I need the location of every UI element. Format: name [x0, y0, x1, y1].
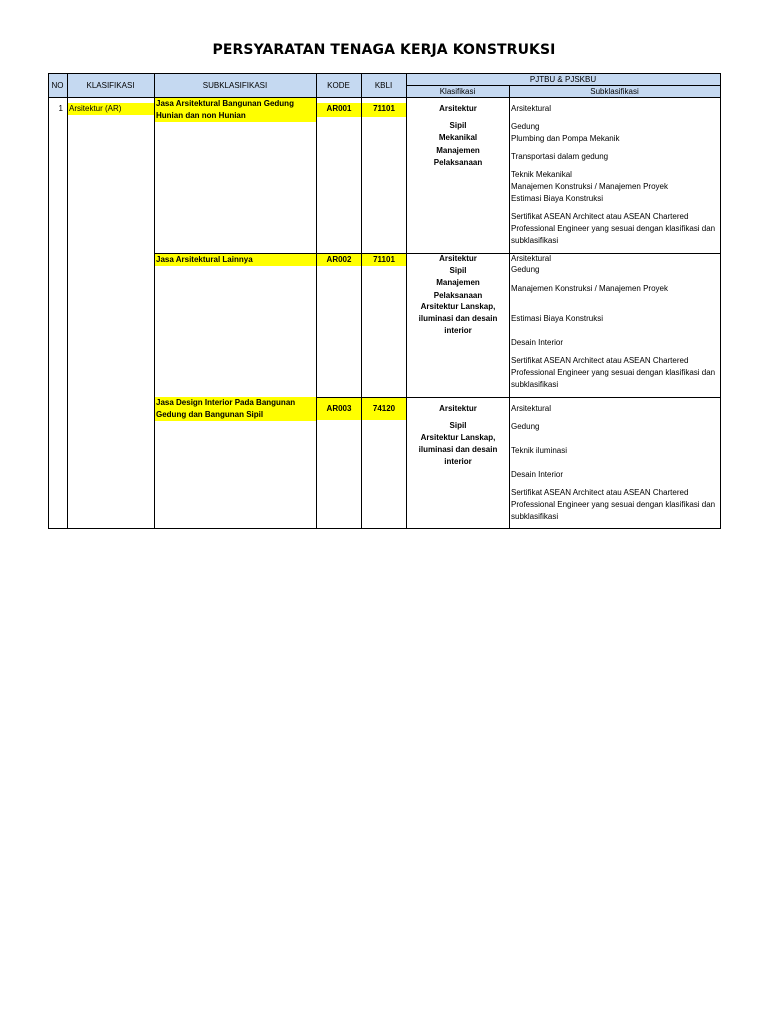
- section-2-subklasifikasi: Jasa Arsitektural Lainnya: [155, 254, 316, 266]
- section-1-subklasifikasi: Jasa Arsitektural Bangunan Gedung Hunian dan non Hunian: [155, 98, 316, 122]
- section-3-sub-5: Sertifikat ASEAN Architect atau ASEAN Chartered Professional Engineer yang sesuai dengan klasifikasi dan subklasifikasi: [511, 488, 716, 521]
- section-3-subklasifikasi: Jasa Design Interior Pada Bangunan Gedung dan Bangunan Sipil: [155, 397, 316, 421]
- section-2-klasifikasi-2: Sipil: [449, 266, 467, 275]
- header-subklasifikasi-label: SUBKLASIFIKASI: [202, 80, 268, 90]
- header-klasifikasi: [67, 73, 154, 97]
- header-kode: [316, 73, 361, 97]
- section-1-sub-7: Estimasi Biaya Konstruksi: [511, 194, 604, 203]
- section-1-sub-4: Transportasi dalam gedung: [511, 152, 609, 161]
- section-3-klasifikasi-2: Sipil: [449, 421, 467, 430]
- section-1-sub-5: Teknik Mekanikal: [511, 170, 572, 179]
- row-no: 1: [58, 104, 63, 113]
- section-2-sub-4: Estimasi Biaya Konstruksi: [511, 314, 604, 323]
- section-1-kode: AR001: [317, 103, 361, 117]
- section-2-sub-5: Desain Interior: [511, 338, 564, 347]
- section-2-sub-6: Sertifikat ASEAN Architect atau ASEAN Chartered Professional Engineer yang sesuai dengan klasifikasi dan subklasifikasi: [511, 356, 716, 389]
- header-sub-klasifikasi-label: Klasifikasi: [439, 86, 476, 96]
- row-klasifikasi: Arsitektur (AR): [68, 103, 154, 115]
- section-3-sub-2: Gedung: [511, 422, 540, 431]
- section-2-sub-3: Manajemen Konstruksi / Manajemen Proyek: [511, 284, 668, 293]
- header-subklasifikasi: [154, 73, 316, 97]
- header-group-divider: [406, 85, 721, 86]
- header-group: [406, 73, 720, 85]
- section-1-sub-6: Manajemen Konstruksi / Manajemen Proyek: [511, 182, 668, 191]
- header-sub-subklasifikasi: [509, 85, 720, 97]
- header-sub-subklasifikasi-label: Subklasifikasi: [590, 86, 639, 96]
- column-line-6: [509, 85, 510, 529]
- section-3-sub-1: Arsitektural: [511, 404, 552, 413]
- header-no: [48, 73, 67, 97]
- section-3-kode: AR003: [317, 398, 361, 420]
- header-kbli-label: KBLI: [374, 80, 393, 90]
- header-sub-klasifikasi: [406, 85, 509, 97]
- section-1-klasifikasi-3: Mekanikal: [438, 133, 478, 142]
- section-2-sub-2: Gedung: [511, 265, 540, 274]
- section-1-sub-1: Arsitektural: [511, 104, 552, 113]
- section-3-sub-4: Desain Interior: [511, 470, 564, 479]
- section-2-kbli: 71101: [362, 254, 406, 266]
- section-1-klasifikasi-2: Sipil: [449, 121, 467, 130]
- section-2-klasifikasi-1: Arsitektur: [439, 254, 477, 263]
- section-3-klasifikasi-1: Arsitektur: [439, 404, 477, 413]
- section-1-klasifikasi-1: Arsitektur: [439, 104, 477, 113]
- table-border-bottom: [48, 528, 721, 529]
- header-bottom-line: [48, 97, 721, 98]
- column-line-1: [67, 73, 68, 529]
- section-2-kode: AR002: [317, 254, 361, 266]
- header-group-label: PJTBU & PJSKBU: [529, 74, 597, 84]
- section-2-sub-1: Arsitektural: [511, 254, 552, 263]
- header-kode-label: KODE: [327, 80, 350, 90]
- table-border-top: [48, 73, 721, 74]
- section-2-klasifikasi-5: Arsitektur Lanskap, iluminasi dan desain interior: [418, 302, 498, 335]
- section-2-klasifikasi-3: Manajemen: [436, 278, 480, 287]
- table-border-right: [720, 73, 721, 529]
- header-kbli: [361, 73, 406, 97]
- section-3-kbli: 74120: [362, 398, 406, 420]
- column-line-4: [361, 73, 362, 529]
- section-1-klasifikasi-4: Manajemen: [436, 146, 480, 155]
- section-1-klasifikasi-5: Pelaksanaan: [433, 158, 483, 167]
- header-no-label: NO: [51, 80, 64, 90]
- table-border-left: [48, 73, 49, 529]
- section-1-sub-2: Gedung: [511, 122, 540, 131]
- section-3-sub-3: Teknik iluminasi: [511, 446, 568, 455]
- section-3-klasifikasi-3: Arsitektur Lanskap, iluminasi dan desain interior: [418, 433, 498, 466]
- header-klasifikasi-label: KLASIFIKASI: [86, 80, 135, 90]
- column-line-3: [316, 73, 317, 529]
- page-title: PERSYARATAN TENAGA KERJA KONSTRUKSI: [212, 42, 556, 58]
- column-line-2: [154, 73, 155, 529]
- section-1-kbli: 71101: [362, 103, 406, 117]
- section-1-sub-3: Plumbing dan Pompa Mekanik: [511, 134, 620, 143]
- section-1-sub-8: Sertifikat ASEAN Architect atau ASEAN Chartered Professional Engineer yang sesuai dengan klasifikasi dan subklasifikasi: [511, 212, 716, 245]
- section-2-klasifikasi-4: Pelaksanaan: [433, 291, 483, 300]
